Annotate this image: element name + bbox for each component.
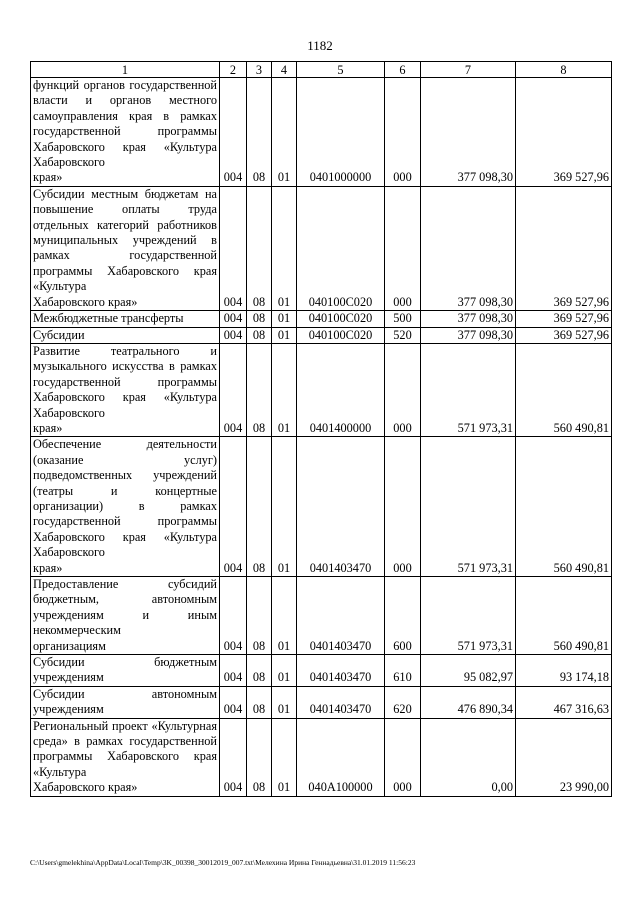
row-name-line: государственной власти и [33,78,218,108]
section-code: 08 [247,78,272,187]
row-name-line: работников муниципальных [33,217,217,248]
expense-type-code: 520 [385,327,421,343]
expense-type-code: 000 [385,343,421,436]
ministry-code: 004 [220,343,247,436]
target-article-code: 040100C020 [297,311,385,327]
row-name-line: Хабаровского края «Культура [33,263,217,294]
expense-type-code: 600 [385,577,421,655]
table-row [31,437,612,577]
row-name-line: Межбюджетные трансферты [33,311,184,326]
row-name [31,655,220,687]
row-name-line: Предоставление субсидий [33,577,217,591]
target-article-code: 040100C020 [297,186,385,310]
section-code: 08 [247,655,272,687]
row-name-line: Обеспечение деятельности [33,437,217,452]
budget-table [30,61,612,797]
target-article-code: 0401403470 [297,577,385,655]
row-name-line: программы Хабаровского [33,374,217,405]
row-name-line: учреждениям [33,702,104,717]
amount-year-1: 377 098,30 [421,311,516,327]
section-code: 08 [247,686,272,718]
ministry-code: 004 [220,577,247,655]
table-row [31,718,612,796]
row-name-line: концертные организации) в [33,483,218,513]
expense-type-code: 000 [385,186,421,310]
row-name [31,718,220,796]
column-header: 5 [297,62,385,78]
amount-year-2: 560 490,81 [516,577,612,655]
row-name-line: учреждениям [33,670,104,685]
amount-year-1: 476 890,34 [421,686,516,718]
row-name-line: рамках государственной [33,498,217,529]
table-row [31,78,612,187]
target-article-code: 040A100000 [297,718,385,796]
row-name-line: учреждений в рамках [33,233,217,263]
row-name-line: (оказание услуг) [33,452,217,467]
expense-type-code: 620 [385,686,421,718]
amount-year-2: 560 490,81 [516,343,612,436]
subsection-code: 01 [272,655,297,687]
row-name [31,577,220,655]
header-row [31,62,612,78]
ministry-code: 004 [220,437,247,577]
subsection-code: 01 [272,437,297,577]
page-number: 1182 [307,38,333,53]
row-name-line: края «Культура Хабаровского [33,139,218,170]
table-row [31,686,612,718]
row-name-line: Хабаровского края» [33,780,138,795]
table-row [31,186,612,310]
row-name-line: Хабаровского края» [33,294,138,309]
row-name-line: Субсидии бюджетным [33,655,217,670]
amount-year-2: 369 527,96 [516,78,612,187]
amount-year-1: 571 973,31 [421,577,516,655]
amount-year-1: 377 098,30 [421,78,516,187]
row-name-line: края» [33,420,63,435]
row-name-line: Субсидии [33,327,85,342]
row-name-line: Субсидии местным бюджетам [33,186,199,201]
table-row [31,311,612,327]
column-header: 4 [272,62,297,78]
table-row [31,343,612,436]
row-name-line: учреждений (театры и [33,468,217,498]
row-name-line: Региональный проект [33,718,148,733]
row-name [31,327,220,343]
row-name [31,686,220,718]
table-row [31,577,612,655]
row-name-line: края «Культура Хабаровского [33,390,218,420]
row-name-line: программы Хабаровского [33,124,217,154]
section-code: 08 [247,718,272,796]
column-header: 7 [421,62,516,78]
amount-year-2: 93 174,18 [516,655,612,687]
amount-year-2: 467 316,63 [516,686,612,718]
row-name-line: государственной программы [33,734,217,764]
table-row [31,327,612,343]
expense-type-code: 000 [385,78,421,187]
amount-year-1: 377 098,30 [421,327,516,343]
subsection-code: 01 [272,327,297,343]
row-name-line: учреждениям и иным [33,607,217,622]
row-name-line: на повышение оплаты труда [33,186,217,217]
section-code: 08 [247,437,272,577]
ministry-code: 004 [220,718,247,796]
row-name-line: органов местного [109,93,217,108]
amount-year-2: 560 490,81 [516,437,612,577]
row-name-line: Субсидии автономным [33,686,217,701]
row-name-line: функций органов [33,78,125,92]
section-code: 08 [247,186,272,310]
amount-year-2: 369 527,96 [516,186,612,310]
section-code: 08 [247,343,272,436]
column-header: 6 [385,62,421,78]
row-name-line: бюджетным, автономным [33,592,217,607]
amount-year-2: 369 527,96 [516,311,612,327]
target-article-code: 040100C020 [297,327,385,343]
column-header: 1 [31,62,220,78]
amount-year-1: 377 098,30 [421,186,516,310]
expense-type-code: 000 [385,718,421,796]
section-code: 08 [247,327,272,343]
section-code: 08 [247,311,272,327]
target-article-code: 0401403470 [297,655,385,687]
target-article-code: 0401403470 [297,437,385,577]
row-name-line: самоуправления края в [33,108,170,123]
subsection-code: 01 [272,686,297,718]
file-path-footer: C:\Users\gmelekhina\AppData\Local\Temp\3K_00398_30012019_007.txt\Мелехина Ирина Геннадьевна\31.01.2019 11:56:23 [30,858,416,867]
row-name-line: подведомственных [33,468,133,483]
subsection-code: 01 [272,343,297,436]
subsection-code: 01 [272,718,297,796]
row-name-line: некоммерческим [33,623,121,638]
row-name [31,437,220,577]
target-article-code: 0401000000 [297,78,385,187]
amount-year-2: 23 990,00 [516,718,612,796]
row-name-line: Хабаровского края «Культура [33,749,217,779]
target-article-code: 0401400000 [297,343,385,436]
amount-year-2: 369 527,96 [516,327,612,343]
ministry-code: 004 [220,327,247,343]
column-header: 8 [516,62,612,78]
subsection-code: 01 [272,311,297,327]
ministry-code: 004 [220,78,247,187]
ministry-code: 004 [220,655,247,687]
row-name [31,186,220,310]
section-code: 08 [247,577,272,655]
row-name [31,311,220,327]
ministry-code: 004 [220,686,247,718]
expense-type-code: 500 [385,311,421,327]
row-name-line: «Культурная среда» в рамках [33,718,217,749]
row-name-line: Развитие театрального и [33,343,217,358]
subsection-code: 01 [272,186,297,310]
target-article-code: 0401403470 [297,686,385,718]
row-name-line: программы Хабаровского [33,514,217,544]
row-name [31,343,220,436]
row-name-line: организациям [33,638,106,653]
amount-year-1: 0,00 [421,718,516,796]
subsection-code: 01 [272,577,297,655]
expense-type-code: 000 [385,437,421,577]
ministry-code: 004 [220,311,247,327]
row-name-line: музыкального искусства в [33,359,175,374]
row-name-line: отдельных категорий [33,217,149,232]
row-name-line: края» [33,170,63,185]
ministry-code: 004 [220,186,247,310]
amount-year-1: 95 082,97 [421,655,516,687]
column-header: 2 [220,62,247,78]
column-header: 3 [247,62,272,78]
row-name-line: рамках государственной [33,108,217,139]
expense-type-code: 610 [385,655,421,687]
row-name-line: края» [33,560,63,575]
table-row [31,655,612,687]
amount-year-1: 571 973,31 [421,437,516,577]
subsection-code: 01 [272,78,297,187]
amount-year-1: 571 973,31 [421,343,516,436]
row-name-line: края «Культура Хабаровского [33,529,218,560]
row-name [31,78,220,187]
row-name-line: государственной программы [33,248,217,278]
row-name-line: рамках государственной [33,359,217,389]
